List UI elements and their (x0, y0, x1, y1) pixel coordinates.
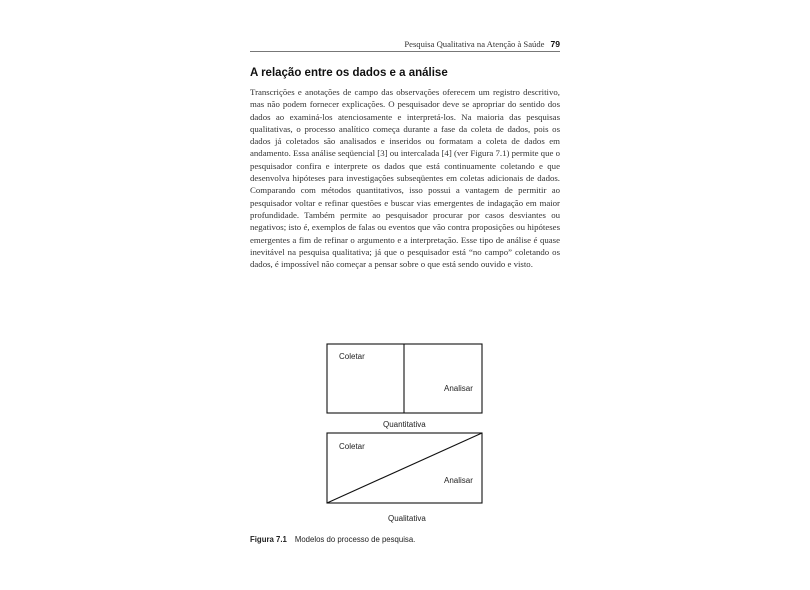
running-header (250, 39, 560, 49)
quantitative-model (327, 344, 482, 429)
qualitative-collect-label: Coletar (339, 442, 365, 451)
quantitative-caption: Quantitativa (383, 420, 426, 429)
header-rule (250, 51, 560, 52)
research-models-diagram (250, 340, 560, 530)
figure-7-1 (250, 340, 560, 550)
page-number: 79 (550, 39, 560, 49)
body-paragraph: Transcrições e anotações de campo das observações oferecem um registro descritivo, mas não podem fornecer explicações. O pesquisador deve se apropriar do sentido dos dados ao examiná-los atenciosamente e interpretá-los. Na maioria das pesquisas qualitativas, o processo analítico começa durante a fase da coleta de dados, pois os dados já coletados são analisados e inseridos ou formatam a coleta de dados em andamento. Essa análise seqüencial [3] ou intercalada [4] (ver Figura 7.1) permite que o pesquisador confira e interprete os dados que está continuamente coletando e que desenvolva hipóteses para investigações subseqüentes em coletas adicionais de dados. Comparando com métodos quantitativos, isso possui a vantagem de permitir ao pesquisador voltar e refinar questões e buscar vias emergentes de indagação em maior profundidade. Também permite ao pesquisador procurar por casos desviantes ou negativos; isto é, exemplos de falas ou eventos que vão contra proposições ou hipóteses emergentes a fim de refinar o argumento e a interpretação. Esse tipo de análise é quase inevitável na pesquisa qualitativa; já que o pesquisador está “no campo” coletando os dados, é impossível não começar a pensar sobre o que está sendo ouvido e visto. (250, 87, 560, 270)
qualitative-model (327, 433, 482, 523)
qualitative-caption: Qualitativa (388, 514, 426, 523)
qualitative-analyse-label: Analisar (444, 476, 473, 485)
figure-caption (250, 535, 415, 544)
quantitative-analyse-label: Analisar (444, 384, 473, 393)
figure-caption-number: Figura 7.1 (250, 535, 287, 544)
section-heading: A relação entre os dados e a análise (250, 67, 448, 79)
running-title: Pesquisa Qualitativa na Atenção à Saúde (404, 39, 545, 49)
figure-caption-text: Modelos do processo de pesquisa. (294, 535, 416, 544)
quantitative-collect-label: Coletar (339, 352, 365, 361)
